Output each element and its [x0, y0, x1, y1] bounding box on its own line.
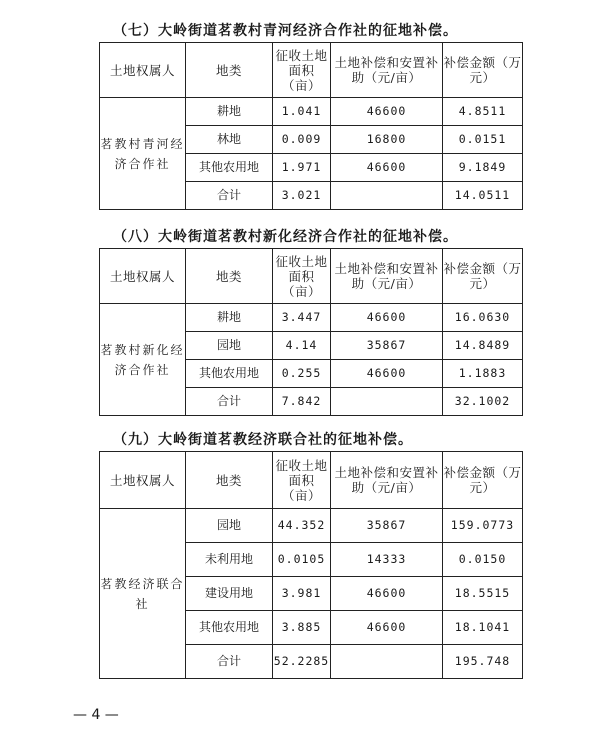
land-type-cell: 园地 [186, 332, 273, 360]
header-row [100, 452, 523, 509]
total-label: 合计 [186, 182, 273, 210]
land-type-cell: 园地 [186, 509, 273, 543]
rate-cell: 46600 [331, 304, 443, 332]
empty-cell [331, 182, 443, 210]
section-8 [99, 226, 522, 416]
area-cell: 3.447 [273, 304, 331, 332]
amount-cell: 4.8511 [443, 98, 523, 126]
compensation-table [99, 451, 523, 679]
table-row [100, 304, 523, 332]
table-row [100, 98, 523, 126]
page-number: — 4 — [73, 707, 119, 723]
header-rate: 土地补偿和安置补助（元/亩） [331, 249, 443, 304]
land-type-cell: 其他农用地 [186, 360, 273, 388]
amount-cell: 9.1849 [443, 154, 523, 182]
compensation-table [99, 248, 523, 416]
rate-cell: 46600 [331, 360, 443, 388]
area-cell: 0.255 [273, 360, 331, 388]
header-owner: 土地权属人 [100, 43, 186, 98]
total-label: 合计 [186, 645, 273, 679]
total-amount: 32.1002 [443, 388, 523, 416]
amount-cell: 18.1041 [443, 611, 523, 645]
owner-cell: 茗教村新化经济合作社 [100, 304, 186, 416]
empty-cell [331, 388, 443, 416]
amount-cell: 1.1883 [443, 360, 523, 388]
total-amount: 14.0511 [443, 182, 523, 210]
area-cell: 3.981 [273, 577, 331, 611]
area-cell: 3.885 [273, 611, 331, 645]
amount-cell: 0.0150 [443, 543, 523, 577]
owner-cell: 茗教村青河经济合作社 [100, 98, 186, 210]
section-title: （九）大岭街道茗教经济联合社的征地补偿。 [113, 432, 413, 448]
header-land-type: 地类 [186, 249, 273, 304]
amount-cell: 14.8489 [443, 332, 523, 360]
rate-cell: 35867 [331, 509, 443, 543]
header-owner: 土地权属人 [100, 249, 186, 304]
header-amount: 补偿金额（万元） [443, 452, 523, 509]
header-amount: 补偿金额（万元） [443, 43, 523, 98]
rate-cell: 46600 [331, 154, 443, 182]
amount-cell: 0.0151 [443, 126, 523, 154]
rate-cell: 46600 [331, 611, 443, 645]
total-area: 7.842 [273, 388, 331, 416]
rate-cell: 14333 [331, 543, 443, 577]
header-land-type: 地类 [186, 452, 273, 509]
section-title: （七）大岭街道茗教村青河经济合作社的征地补偿。 [113, 23, 458, 39]
header-rate: 土地补偿和安置补助（元/亩） [331, 452, 443, 509]
compensation-table [99, 42, 523, 210]
header-row [100, 249, 523, 304]
total-area: 3.021 [273, 182, 331, 210]
land-type-cell: 耕地 [186, 98, 273, 126]
area-cell: 1.041 [273, 98, 331, 126]
rate-cell: 35867 [331, 332, 443, 360]
empty-cell [331, 645, 443, 679]
amount-cell: 159.0773 [443, 509, 523, 543]
header-row [100, 43, 523, 98]
area-cell: 0.009 [273, 126, 331, 154]
amount-cell: 18.5515 [443, 577, 523, 611]
area-cell: 0.0105 [273, 543, 331, 577]
land-type-cell: 建设用地 [186, 577, 273, 611]
total-amount: 195.748 [443, 645, 523, 679]
rate-cell: 16800 [331, 126, 443, 154]
header-area: 征收土地面积（亩） [273, 452, 331, 509]
header-area: 征收土地面积（亩） [273, 43, 331, 98]
header-owner: 土地权属人 [100, 452, 186, 509]
land-type-cell: 其他农用地 [186, 154, 273, 182]
total-area: 52.2285 [273, 645, 331, 679]
table-row [100, 509, 523, 543]
rate-cell: 46600 [331, 577, 443, 611]
section-title: （八）大岭街道茗教村新化经济合作社的征地补偿。 [113, 229, 458, 245]
land-type-cell: 耕地 [186, 304, 273, 332]
land-type-cell: 未利用地 [186, 543, 273, 577]
total-label: 合计 [186, 388, 273, 416]
header-land-type: 地类 [186, 43, 273, 98]
section-9 [99, 429, 522, 679]
land-type-cell: 林地 [186, 126, 273, 154]
area-cell: 1.971 [273, 154, 331, 182]
owner-cell: 茗教经济联合社 [100, 509, 186, 679]
land-type-cell: 其他农用地 [186, 611, 273, 645]
rate-cell: 46600 [331, 98, 443, 126]
section-7 [99, 20, 522, 210]
area-cell: 44.352 [273, 509, 331, 543]
header-amount: 补偿金额（万元） [443, 249, 523, 304]
header-area: 征收土地面积（亩） [273, 249, 331, 304]
area-cell: 4.14 [273, 332, 331, 360]
amount-cell: 16.0630 [443, 304, 523, 332]
header-rate: 土地补偿和安置补助（元/亩） [331, 43, 443, 98]
